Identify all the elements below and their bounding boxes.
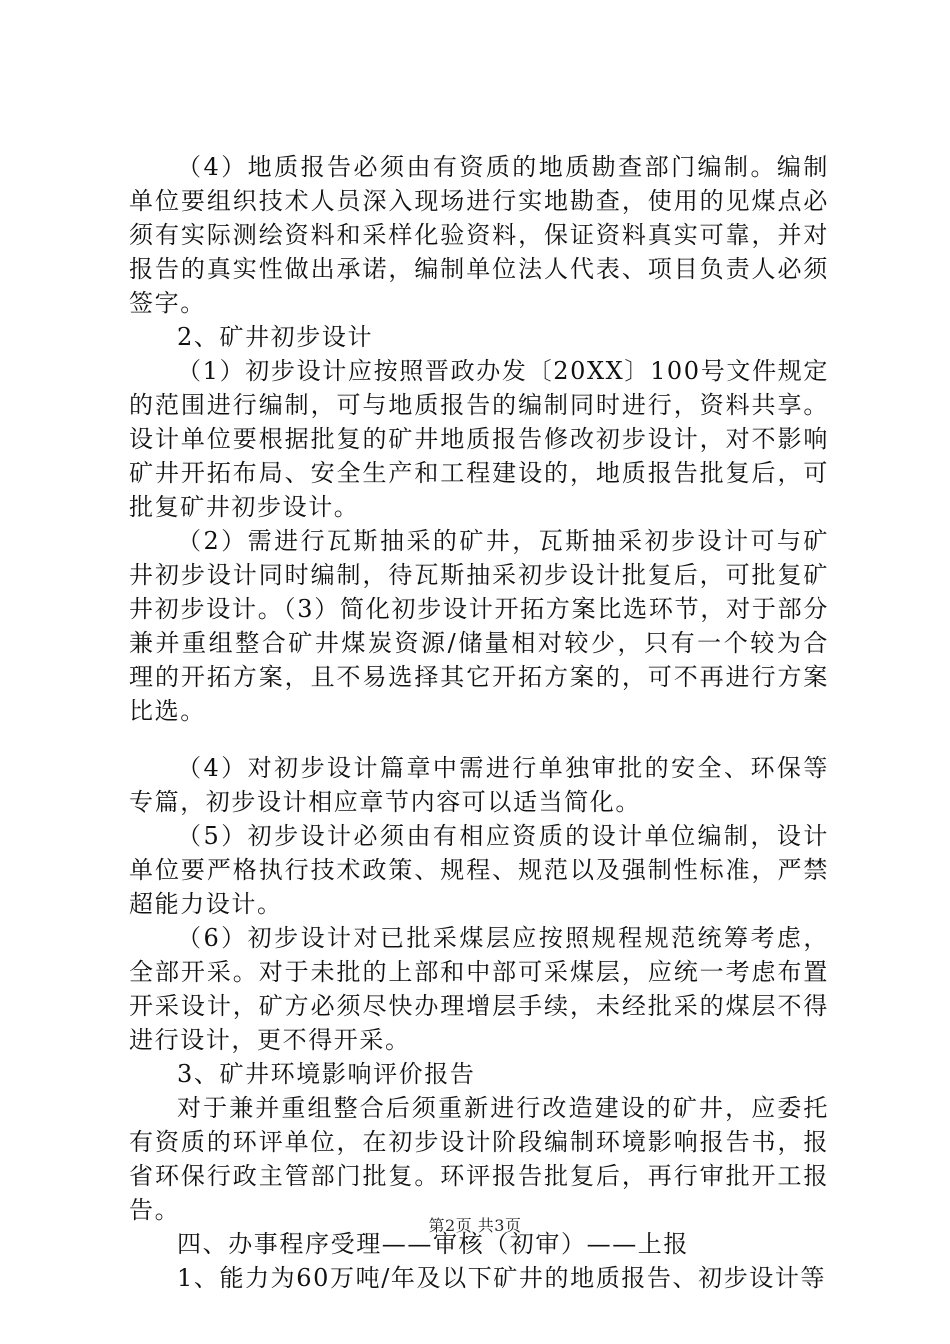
heading-environmental-assessment: 3、矿井环境影响评价报告 [177, 1060, 476, 1088]
paragraph-special-chapters: （4）对初步设计篇章中需进行单独审批的安全、环保等专篇，初步设计相应章节内容可以适当简化。 [129, 754, 829, 816]
paragraph-design-unit-qualification: （5）初步设计必须由有相应资质的设计单位编制，设计单位要严格执行技术政策、规程、规范以及强制性标准，严禁超能力设计。 [129, 822, 829, 918]
paragraph-capacity-60: 1、能力为60万吨/年及以下矿井的地质报告、初步设计等 [177, 1264, 827, 1292]
paragraph-gas-extraction-design: （2）需进行瓦斯抽采的矿井，瓦斯抽采初步设计可与矿井初步设计同时编制，待瓦斯抽采初步设计批复后，可批复矿井初步设计。（3）简化初步设计开拓方案比选环节，对于部分兼并重组整合矿井煤炭资源/储量相对较少，只有一个较为合理的开拓方案，且不易选择其它开拓方案的，可不再进行方案比选。 [129, 527, 829, 725]
heading-mine-preliminary-design: 2、矿井初步设计 [177, 323, 374, 351]
paragraph-environmental-report: 对于兼并重组整合后须重新进行改造建设的矿井，应委托有资质的环评单位，在初步设计阶段编制环境影响报告书，报省环保行政主管部门批复。环评报告批复后，再行审批开工报告。 [129, 1094, 829, 1224]
paragraph-design-scope: （1）初步设计应按照晋政办发〔20XX〕100号文件规定的范围进行编制，可与地质报告的编制同时进行，资料共享。设计单位要根据批复的矿井地质报告修改初步设计，对不影响矿井开拓布局、安全生产和工程建设的，地质报告批复后，可批复矿井初步设计。 [129, 357, 829, 521]
paragraph-coal-seam-planning: （6）初步设计对已批采煤层应按照规程规范统筹考虑，全部开采。对于未批的上部和中部可采煤层，应统一考虑布置开采设计，矿方必须尽快办理增层手续，未经批采的煤层不得进行设计，更不得开采。 [129, 924, 829, 1054]
paragraph-geology-report-qualification: （4）地质报告必须由有资质的地质勘查部门编制。编制单位要组织技术人员深入现场进行实地勘查，使用的见煤点必须有实际测绘资料和采样化验资料，保证资料真实可靠，并对报告的真实性做出承诺，编制单位法人代表、项目负责人必须签字。 [129, 153, 829, 317]
heading-procedure: 四、办事程序受理——审核（初审）——上报 [177, 1230, 689, 1258]
page-footer: 第2页 共3页 [428, 1216, 522, 1235]
document-body [129, 150, 829, 1295]
